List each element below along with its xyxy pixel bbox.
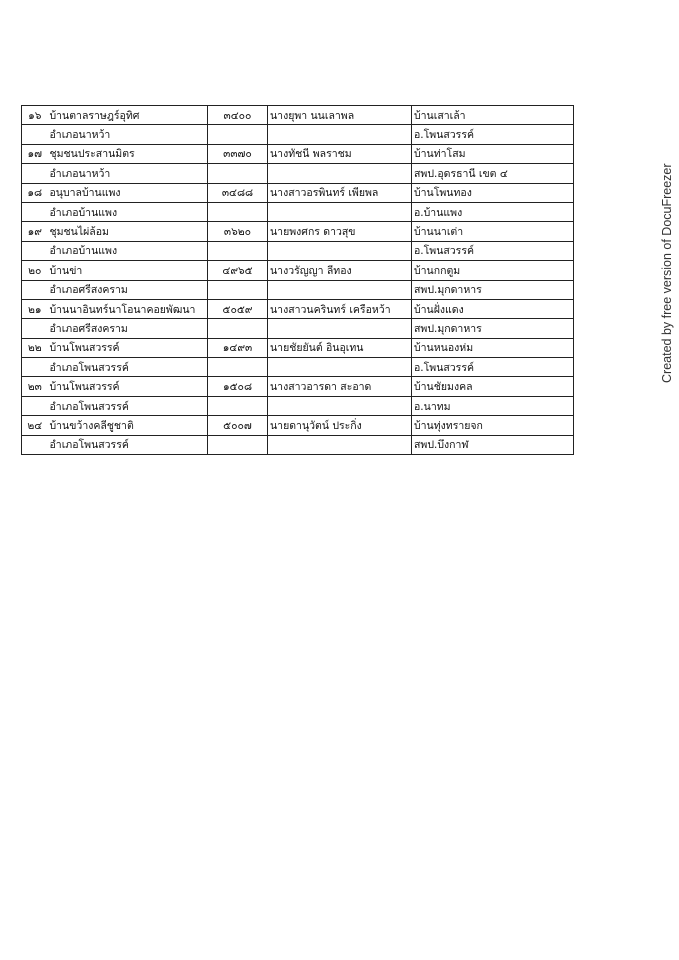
- code-blank: [208, 202, 268, 221]
- table-row: [22, 358, 574, 377]
- code-number: ๓๖๒๐: [208, 222, 268, 241]
- district-name: อำเภอโพนสวรรค์: [48, 396, 208, 415]
- table-row: [22, 319, 574, 338]
- code-blank: [208, 125, 268, 144]
- code-number: ๕๐๕๙: [208, 299, 268, 318]
- table-row: [22, 280, 574, 299]
- row-number: ๒๑: [22, 299, 48, 318]
- school-name: บ้านนาอินทร์นาโอนาคอยพัฒนา: [48, 299, 208, 318]
- school-name: บ้านโพนสวรรค์: [48, 377, 208, 396]
- school-name: อนุบาลบ้านแพง: [48, 183, 208, 202]
- district-name: อำเภอศรีสงคราม: [48, 280, 208, 299]
- district-name: อำเภอนาหว้า: [48, 125, 208, 144]
- person-blank: [268, 435, 412, 454]
- area-name: บ้านหนองห่ม: [412, 338, 574, 357]
- district-name: อำเภอบ้านแพง: [48, 241, 208, 260]
- person-blank: [268, 202, 412, 221]
- office-name: สพป.บึงกาฬ: [412, 435, 574, 454]
- code-blank: [208, 396, 268, 415]
- row-number-blank: [22, 358, 48, 377]
- code-blank: [208, 319, 268, 338]
- office-name: สพป.อุดรธานี เขต ๔: [412, 164, 574, 183]
- code-number: ๑๔๙๓: [208, 338, 268, 357]
- row-number-blank: [22, 396, 48, 415]
- table-row: [22, 261, 574, 280]
- code-blank: [208, 241, 268, 260]
- district-name: อำเภอโพนสวรรค์: [48, 358, 208, 377]
- person-blank: [268, 241, 412, 260]
- person-blank: [268, 358, 412, 377]
- row-number-blank: [22, 241, 48, 260]
- person-blank: [268, 125, 412, 144]
- table-row: [22, 183, 574, 202]
- row-number: ๑๙: [22, 222, 48, 241]
- table-row: [22, 299, 574, 318]
- row-number: ๒๐: [22, 261, 48, 280]
- school-name: ชุมชนประสานมิตร: [48, 144, 208, 163]
- office-name: สพป.มุกดาหาร: [412, 280, 574, 299]
- school-name: บ้านตาลราษฎร์อุทิศ: [48, 106, 208, 125]
- code-number: ๑๕๐๘: [208, 377, 268, 396]
- row-number: ๒๔: [22, 416, 48, 435]
- code-number: ๓๔๘๘: [208, 183, 268, 202]
- area-name: บ้านเสาเล้า: [412, 106, 574, 125]
- table-row: [22, 222, 574, 241]
- person-name: นางสาวอารดา สะอาด: [268, 377, 412, 396]
- office-name: อ.โพนสวรรค์: [412, 358, 574, 377]
- row-number: ๒๒: [22, 338, 48, 357]
- area-name: บ้านกกตูม: [412, 261, 574, 280]
- office-name: อ.โพนสวรรค์: [412, 241, 574, 260]
- school-name: บ้านขว้างคลีชูชาติ: [48, 416, 208, 435]
- table-row: [22, 396, 574, 415]
- code-number: ๔๙๖๕: [208, 261, 268, 280]
- table-body: [22, 106, 574, 455]
- district-name: อำเภอบ้านแพง: [48, 202, 208, 221]
- area-name: บ้านโพนทอง: [412, 183, 574, 202]
- table-row: [22, 377, 574, 396]
- row-number-blank: [22, 435, 48, 454]
- table-row: [22, 416, 574, 435]
- person-name: นายชัยยันต์ อินอุเทน: [268, 338, 412, 357]
- table-row: [22, 125, 574, 144]
- person-blank: [268, 164, 412, 183]
- watermark-text: Created by free version of DocuFreezer: [660, 163, 674, 383]
- code-number: ๕๐๐๗: [208, 416, 268, 435]
- office-name: สพป.มุกดาหาร: [412, 319, 574, 338]
- row-number-blank: [22, 164, 48, 183]
- district-name: อำเภอนาหว้า: [48, 164, 208, 183]
- row-number-blank: [22, 319, 48, 338]
- table-row: [22, 144, 574, 163]
- district-name: อำเภอศรีสงคราม: [48, 319, 208, 338]
- school-name: บ้านโพนสวรรค์: [48, 338, 208, 357]
- office-name: อ.นาทม: [412, 396, 574, 415]
- table-row: [22, 106, 574, 125]
- person-name: นางสาวอรพินทร์ เพียพล: [268, 183, 412, 202]
- area-name: บ้านฝั่งแดง: [412, 299, 574, 318]
- table-row: [22, 241, 574, 260]
- area-name: บ้านชัยมงคล: [412, 377, 574, 396]
- school-name: บ้านข่า: [48, 261, 208, 280]
- person-name: นายพงศกร ดาวสุข: [268, 222, 412, 241]
- person-name: นางสาวนครินทร์ เครือหว้า: [268, 299, 412, 318]
- district-name: อำเภอโพนสวรรค์: [48, 435, 208, 454]
- row-number-blank: [22, 280, 48, 299]
- school-name: ชุมชนไผ่ล้อม: [48, 222, 208, 241]
- area-name: บ้านทุ่งทรายจก: [412, 416, 574, 435]
- area-name: บ้านนาเต่า: [412, 222, 574, 241]
- row-number: ๒๓: [22, 377, 48, 396]
- code-blank: [208, 280, 268, 299]
- code-number: ๓๓๗๐: [208, 144, 268, 163]
- row-number: ๑๗: [22, 144, 48, 163]
- person-name: นายดานุวัตน์ ประกิ่ง: [268, 416, 412, 435]
- person-name: นางยุพา นนเลาพล: [268, 106, 412, 125]
- table-row: [22, 338, 574, 357]
- person-blank: [268, 319, 412, 338]
- code-number: ๓๔๐๐: [208, 106, 268, 125]
- person-blank: [268, 280, 412, 299]
- row-number-blank: [22, 202, 48, 221]
- row-number-blank: [22, 125, 48, 144]
- code-blank: [208, 435, 268, 454]
- person-name: นางวรัญญา ลีทอง: [268, 261, 412, 280]
- table-row: [22, 435, 574, 454]
- person-name: นางทัชนี พลราชม: [268, 144, 412, 163]
- office-name: อ.โพนสวรรค์: [412, 125, 574, 144]
- code-blank: [208, 164, 268, 183]
- area-name: บ้านท่าโสม: [412, 144, 574, 163]
- code-blank: [208, 358, 268, 377]
- table-row: [22, 164, 574, 183]
- office-name: อ.บ้านแพง: [412, 202, 574, 221]
- row-number: ๑๖: [22, 106, 48, 125]
- table-row: [22, 202, 574, 221]
- row-number: ๑๘: [22, 183, 48, 202]
- assignment-table: [21, 105, 574, 455]
- person-blank: [268, 396, 412, 415]
